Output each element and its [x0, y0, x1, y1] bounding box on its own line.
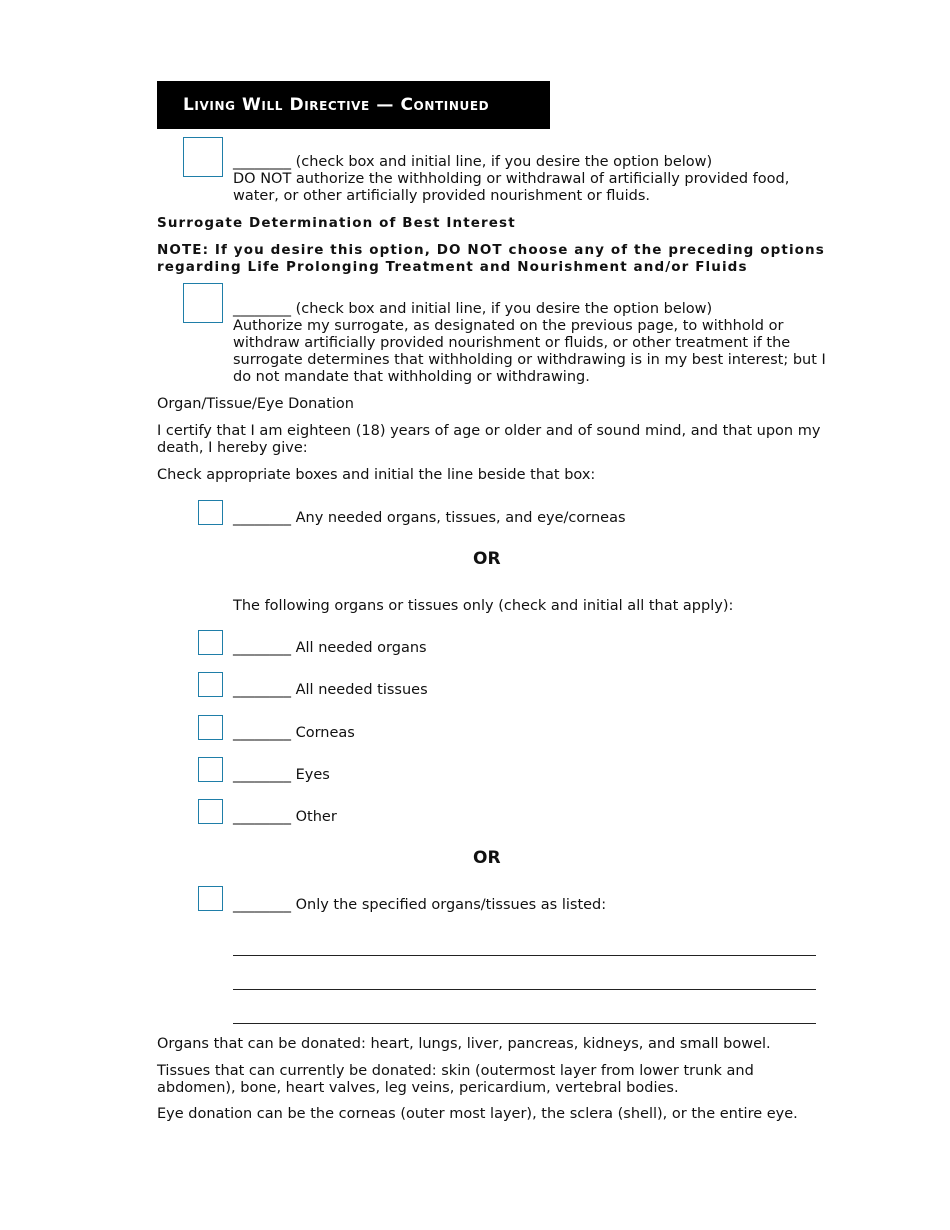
- page-title: Living Will Directive — Continued: [157, 81, 550, 129]
- corneas-checkbox[interactable]: [198, 715, 223, 740]
- specified-organs-blank-line[interactable]: [233, 1023, 816, 1024]
- any-needed-label[interactable]: ________ Any needed organs, tissues, and eye/corneas: [233, 510, 626, 526]
- do-not-authorize-text: water, or other artificially provided nourishment or fluids.: [233, 188, 650, 204]
- surrogate-text: Authorize my surrogate, as designated on the previous page, to withhold or: [233, 318, 784, 334]
- surrogate-note: regarding Life Prolonging Treatment and Nourishment and/or Fluids: [157, 259, 748, 275]
- surrogate-text: surrogate determines that withholding or withdrawing is in my best interest; but I: [233, 352, 826, 368]
- donation-instruction: Check appropriate boxes and initial the line beside that box:: [157, 467, 596, 483]
- surrogate-heading: Surrogate Determination of Best Interest: [157, 215, 516, 231]
- other-checkbox[interactable]: [198, 799, 223, 824]
- any-needed-checkbox[interactable]: [198, 500, 223, 525]
- corneas-label[interactable]: ________ Corneas: [233, 725, 355, 741]
- surrogate-text: do not mandate that withholding or withdrawing.: [233, 369, 590, 385]
- donation-heading: Organ/Tissue/Eye Donation: [157, 396, 354, 412]
- or-divider: OR: [473, 549, 501, 569]
- all-organs-label[interactable]: ________ All needed organs: [233, 640, 427, 656]
- surrogate-text: withdraw artificially provided nourishment or fluids, or other treatment if the: [233, 335, 791, 351]
- all-tissues-checkbox[interactable]: [198, 672, 223, 697]
- tissues-note: Tissues that can currently be donated: skin (outermost layer from lower trunk and: [157, 1063, 754, 1079]
- tissues-note: abdomen), bone, heart valves, leg veins, pericardium, vertebral bodies.: [157, 1080, 679, 1096]
- specified-organs-checkbox[interactable]: [198, 886, 223, 911]
- certify-text: I certify that I am eighteen (18) years of age or older and of sound mind, and that upon my: [157, 423, 821, 439]
- or-divider: OR: [473, 848, 501, 868]
- do-not-authorize-initial-line[interactable]: ________ (check box and initial line, if you desire the option below): [233, 154, 713, 170]
- do-not-authorize-text: DO NOT authorize the withholding or withdrawal of artificially provided food,: [233, 171, 790, 187]
- specified-organs-blank-line[interactable]: [233, 989, 816, 990]
- all-tissues-label[interactable]: ________ All needed tissues: [233, 682, 428, 698]
- following-intro: The following organs or tissues only (check and initial all that apply):: [233, 598, 734, 614]
- other-label[interactable]: ________ Other: [233, 809, 337, 825]
- surrogate-initial-line[interactable]: ________ (check box and initial line, if you desire the option below): [233, 301, 713, 317]
- specified-organs-label[interactable]: ________ Only the specified organs/tissues as listed:: [233, 897, 607, 913]
- surrogate-note: NOTE: If you desire this option, DO NOT choose any of the preceding options: [157, 242, 825, 258]
- specified-organs-blank-line[interactable]: [233, 955, 816, 956]
- surrogate-checkbox[interactable]: [183, 283, 223, 323]
- eyes-label[interactable]: ________ Eyes: [233, 767, 330, 783]
- certify-text: death, I hereby give:: [157, 440, 308, 456]
- eyes-checkbox[interactable]: [198, 757, 223, 782]
- eye-note: Eye donation can be the corneas (outer most layer), the sclera (shell), or the entire eye.: [157, 1106, 798, 1122]
- organs-note: Organs that can be donated: heart, lungs, liver, pancreas, kidneys, and small bowel.: [157, 1036, 771, 1052]
- do-not-authorize-checkbox[interactable]: [183, 137, 223, 177]
- all-organs-checkbox[interactable]: [198, 630, 223, 655]
